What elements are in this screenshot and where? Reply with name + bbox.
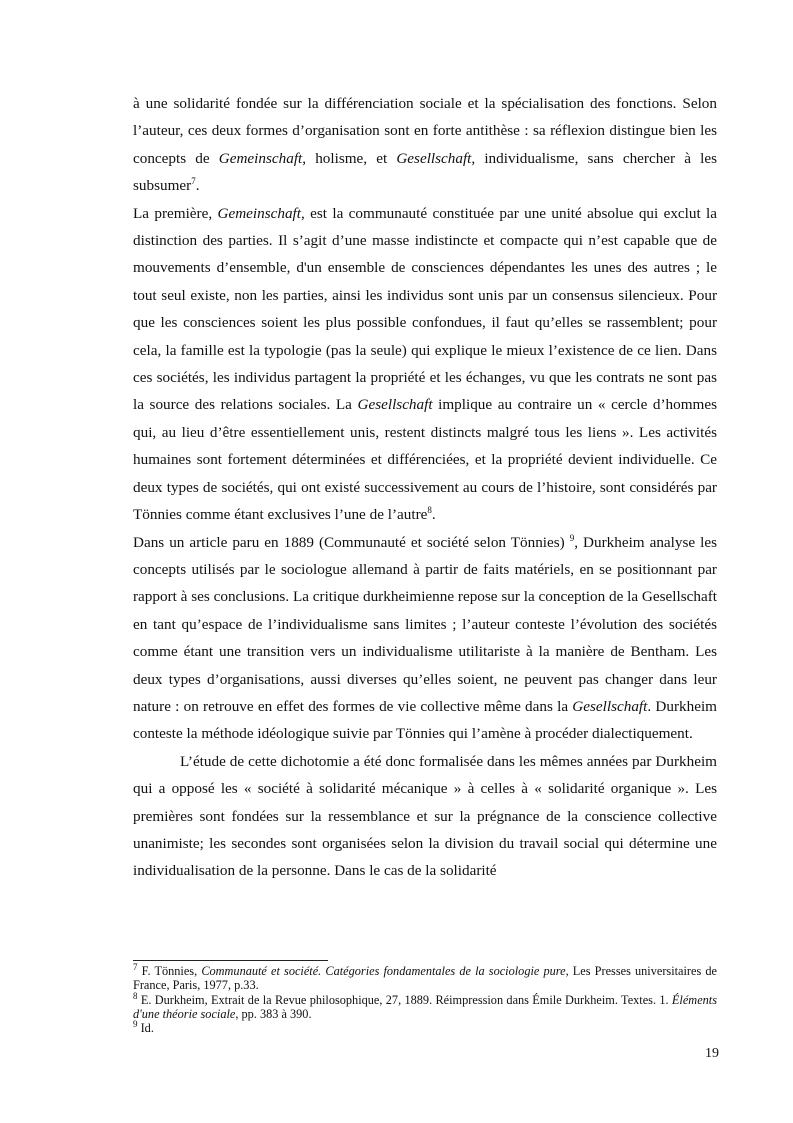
- footnote-ref-8: 8: [427, 505, 432, 516]
- italic-term: Gemeinschaft: [217, 204, 301, 222]
- paragraph-4: L’étude de cette dichotomie a été donc formalisée dans les mêmes années par Durkheim qui a opposé les « société à solidarité mécanique » à celles à « solidarité organique ». Les premières sont fondées sur la ressemblance et sur la prégnance de la conscience collective unanimiste; les secondes sont organisées selon la division du travail social qui détermine une individualisation de la personne. Dans le cas de la solidarité: [133, 752, 717, 880]
- footnote-separator: [133, 960, 328, 961]
- footnote-ref-9: 9: [569, 532, 575, 543]
- italic-term: Gemeinschaft: [218, 149, 303, 167]
- footnote-7: $^7$ F. Tönnies, Communauté et société. Catégories fondamentales de la sociologie pure, Les Presses universitaires de France, Paris, 1977, p.33.: [133, 961, 717, 993]
- paragraph-1: à une solidarité fondée sur la différenciation sociale et la spécialisation des fonctions. Selon l’auteur, ces deux formes d’organisation sont en forte antithèse : sa réflexion distingue bien les concepts de Gemeinschaft, holisme, et Gesellschaft, individualisme, sans chercher à les subsumer$^7$.: [133, 95, 717, 195]
- body-text: [133, 90, 717, 885]
- page-number: 19: [705, 1046, 719, 1061]
- italic-term: Gesellschaft: [572, 697, 648, 715]
- paragraph-3: Dans un article paru en 1889 (Communauté et société selon Tönnies) $^9$, Durkheim analyse les concepts utilisés par le sociologue allemand à partir de faits matériels, en se positionnant par rapport à ses conclusions. La critique durkheimienne repose sur la conception de la Gesellschaft en tant qu’espace de l’individualisme sans limites ; l’auteur conteste l’évolution des sociétés comme étant une transition vers un individualisme utilitariste à la manière de Bentham. Les deux types d’organisations, aussi diverses qu’elles soient, ne peuvent pas changer dans leur nature : on retrouve en effet des formes de vie collective même dans la Gesellschaft. Durkheim conteste la méthode idéologique suivie par Tönnies qui l’amène à procéder dialectiquement.: [133, 532, 717, 743]
- italic-term: Gesellschaft: [357, 396, 433, 414]
- footnotes: [133, 961, 717, 1036]
- footnote-ref-7: 7: [191, 176, 196, 187]
- italic-term: Gesellschaft: [396, 149, 472, 167]
- paragraph-2: La première, Gemeinschaft, est la communauté constituée par une unité absolue qui exclut la distinction des parties. Il s’agit d’une masse indistincte et compacte qui n’est capable que de mouvements d’ensemble, d'un ensemble de consciences dépendantes les unes des autres ; le tout seul existe, non les parties, ainsi les individus sont unis par un consensus silencieux. Pour que les consciences soient les plus possible confondues, il faut qu’elles se rassemblent; pour cela, la famille est la typologie (pas la seule) qui explique le mieux l’existence de ce lien. Dans ces sociétés, les individus partagent la propriété et les échanges, vu que les contrats ne sont pas la source des relations sociales. La Gesellschaft implique au contraire un « cercle d’hommes qui, au lieu d’être essentiellement unis, restent distincts malgré tous les liens ». Les activités humaines sont fortement déterminées et différenciées, et la propriété devient individuelle. Ce deux types de sociétés, qui ont existé successivement au cours de l’histoire, sont considérés par Tönnies comme étant exclusives l’une de l’autre$^8$.: [133, 204, 718, 524]
- footnote-8: $^8$ E. Durkheim, Extrait de la Revue philosophique, 27, 1889. Réimpression dans Émile Durkheim. Textes. 1. Éléments d'une théorie sociale, pp. 383 à 390.: [133, 990, 717, 1021]
- footnote-9: $^9$ Id.: [133, 1019, 154, 1036]
